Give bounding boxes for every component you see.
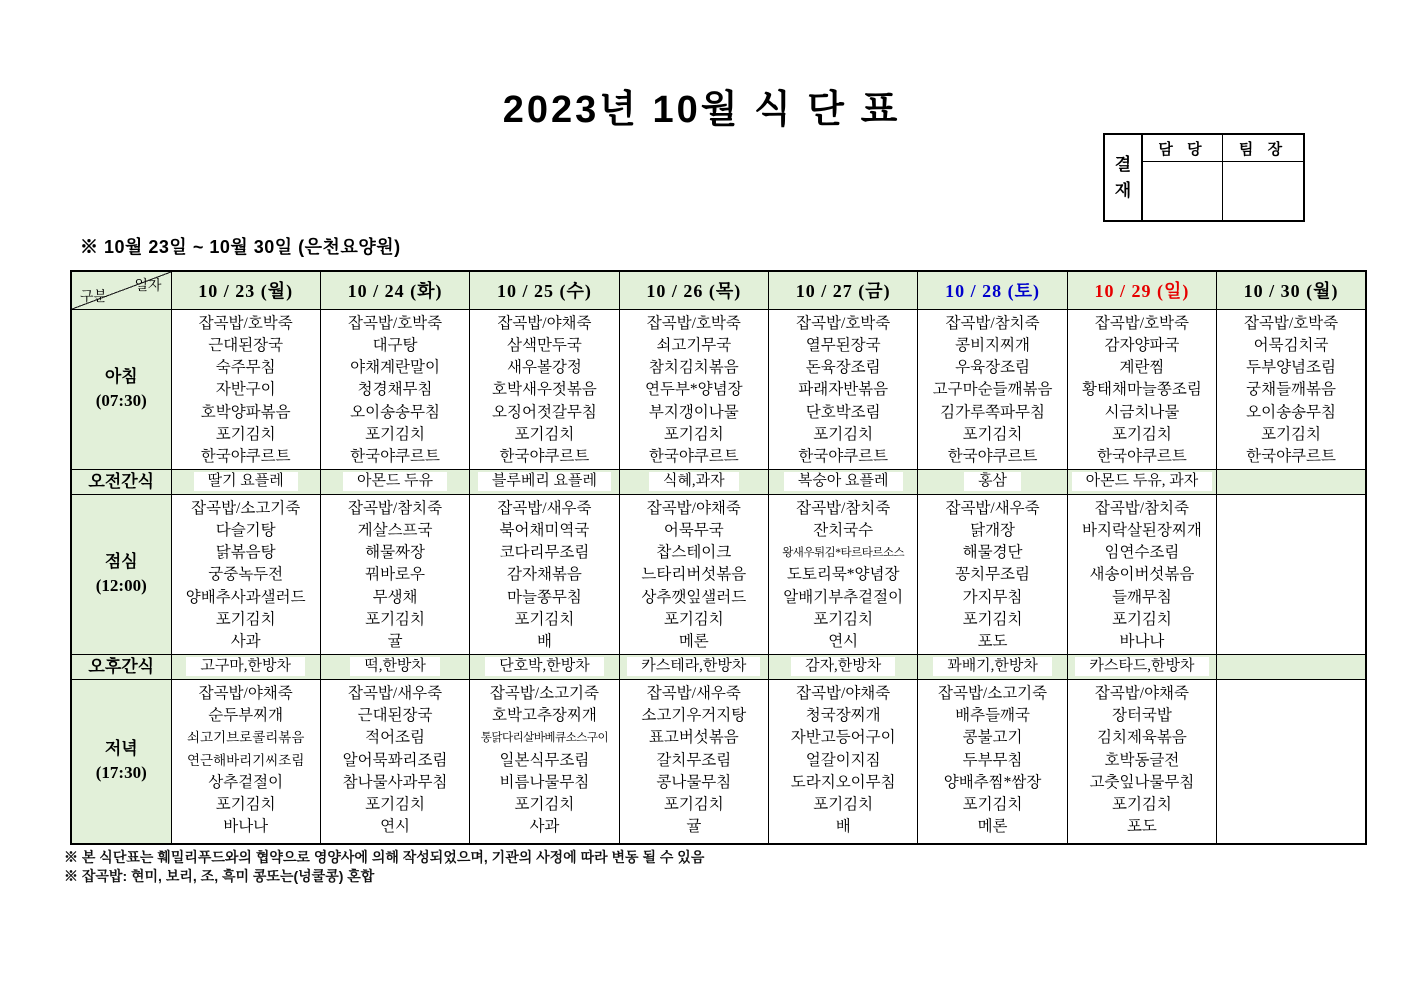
row-label-text: 저녁 xyxy=(104,739,138,759)
approval-sign-cell-damdang xyxy=(1143,162,1223,220)
menu-item: 시금치나물 xyxy=(1104,403,1180,421)
menu-item: 오이송송무침 xyxy=(350,403,440,421)
menu-item: 포기김치 xyxy=(962,796,1023,814)
menu-item: 포기김치 xyxy=(215,611,276,629)
menu-item: 통닭다리살바베큐소스구이 xyxy=(480,732,609,745)
menu-item: 새송이버섯볶음 xyxy=(1089,566,1195,584)
menu-item: 다슬기탕 xyxy=(215,521,276,539)
date-header: 10 / 26 (목) xyxy=(619,271,768,309)
menu-item: 근대된장국 xyxy=(357,706,433,724)
approval-header-timjang: 팀 장 xyxy=(1223,135,1303,162)
menu-item: 메론 xyxy=(977,818,1008,836)
approval-stamp-label: 결재 xyxy=(1105,135,1143,220)
menu-item: 상추깻잎샐러드 xyxy=(641,588,747,606)
menu-item: 바나나 xyxy=(223,818,269,836)
menu-item: 무생채 xyxy=(372,588,418,606)
menu-item: 근대된장국 xyxy=(208,336,284,354)
menu-item: 잡곡밥/참치죽 xyxy=(796,499,891,517)
period-subtitle: ※ 10월 23일 ~ 10월 30일 (은천요양원) xyxy=(80,237,401,257)
menu-item: 잡곡밥/호박죽 xyxy=(198,314,293,332)
menu-item: 양배추사과샐러드 xyxy=(185,588,306,606)
snack-cell xyxy=(918,654,1067,679)
menu-item: 적어조림 xyxy=(365,729,426,747)
menu-item: 잡곡밥/호박죽 xyxy=(347,314,443,332)
menu-item: 잡곡밥/소고기죽 xyxy=(191,499,301,517)
snack-cell xyxy=(1217,469,1366,494)
menu-item: 잡곡밥/참치죽 xyxy=(1094,499,1190,517)
menu-item: 배추들깨국 xyxy=(955,706,1030,724)
row-label-time: (12:00) xyxy=(95,576,147,596)
snack-text: 딸기 요플레 xyxy=(194,472,298,491)
menu-item: 고춧잎나물무침 xyxy=(1089,773,1195,791)
row-label-am-snack xyxy=(71,469,171,494)
menu-cell xyxy=(1067,309,1216,469)
menu-item: 단호박조림 xyxy=(805,403,881,421)
menu-item: 자반구이 xyxy=(215,381,276,399)
menu-item: 연시 xyxy=(380,818,411,836)
menu-item: 포기김치 xyxy=(813,796,874,814)
menu-item: 소고기우거지탕 xyxy=(641,706,747,724)
menu-item: 포기김치 xyxy=(813,425,874,443)
menu-item: 포도 xyxy=(1126,818,1157,836)
menu-item: 잡곡밥/소고기죽 xyxy=(938,684,1048,702)
snack-cell xyxy=(320,469,469,494)
menu-item: 대구탕 xyxy=(372,336,418,354)
menu-item: 게살스프국 xyxy=(357,521,433,539)
menu-item: 잡곡밥/야채죽 xyxy=(198,684,293,702)
row-label-breakfast xyxy=(71,309,171,469)
date-header: 10 / 27 (금) xyxy=(769,271,918,309)
menu-item: 귤 xyxy=(387,633,403,651)
menu-item: 바나나 xyxy=(1119,633,1165,651)
row-label-text: 오전간식 xyxy=(88,471,155,491)
menu-item: 잡곡밥/야채죽 xyxy=(1094,684,1190,702)
menu-cell xyxy=(619,494,768,654)
menu-item: 잡곡밥/참치죽 xyxy=(347,499,443,517)
menu-cell xyxy=(1067,679,1216,844)
snack-text: 복숭아 요플레 xyxy=(784,472,903,491)
menu-item: 궁중녹두전 xyxy=(208,566,284,584)
menu-item: 호박동글전 xyxy=(1104,751,1180,769)
date-header: 10 / 25 (수) xyxy=(470,271,619,309)
row-label-time: (17:30) xyxy=(95,763,147,783)
meal-plan-table xyxy=(70,270,1367,845)
menu-item: 감자양파국 xyxy=(1104,336,1180,354)
menu-cell xyxy=(918,679,1067,844)
menu-item: 포기김치 xyxy=(514,425,575,443)
menu-item: 알어묵꽈리조림 xyxy=(342,751,448,769)
menu-item: 잡곡밥/호박죽 xyxy=(796,314,891,332)
menu-cell xyxy=(320,679,469,844)
menu-item: 쇠고기무국 xyxy=(656,336,732,354)
menu-item: 잡곡밥/호박죽 xyxy=(646,314,741,332)
menu-item: 포기김치 xyxy=(1111,796,1172,814)
menu-cell xyxy=(619,309,768,469)
menu-item: 일본식무조림 xyxy=(499,751,590,769)
menu-item: 닭개장 xyxy=(970,521,1016,539)
menu-item: 황태채마늘쫑조림 xyxy=(1082,381,1202,399)
menu-item: 순두부찌개 xyxy=(208,706,284,724)
snack-text: 식혜,과자 xyxy=(649,472,739,491)
approval-grid xyxy=(1143,135,1303,220)
menu-item: 찹스테이크 xyxy=(656,544,732,562)
note-line-2: ※ 잡곡밥: 현미, 보리, 조, 흑미 콩또는(넝쿨콩) 혼합 xyxy=(64,868,375,884)
row-label-pm-snack xyxy=(71,654,171,679)
snack-text: 아몬드 두유 xyxy=(343,472,447,491)
menu-item: 잡곡밥/호박죽 xyxy=(1243,314,1339,332)
menu-item: 궁채들깨볶음 xyxy=(1246,381,1336,399)
table-header-row xyxy=(71,271,1366,309)
menu-item: 장터국밥 xyxy=(1111,706,1172,724)
menu-cell xyxy=(769,309,918,469)
corner-cell xyxy=(71,271,171,309)
menu-item: 북어채미역국 xyxy=(499,521,590,539)
snack-text: 카스테라,한방차 xyxy=(627,657,760,676)
menu-item: 연시 xyxy=(828,633,859,651)
menu-item: 포기김치 xyxy=(215,425,276,443)
menu-item: 고구마순들깨볶음 xyxy=(932,381,1053,399)
menu-item: 비름나물무침 xyxy=(499,773,590,791)
menu-item: 포기김치 xyxy=(365,425,426,443)
snack-text: 아몬드 두유, 과자 xyxy=(1072,472,1213,491)
menu-item: 김가루쪽파무침 xyxy=(940,403,1045,421)
menu-item: 두부양념조림 xyxy=(1246,359,1336,377)
approval-sign-cell-timjang xyxy=(1223,162,1303,220)
approval-header-damdang: 담 당 xyxy=(1143,135,1223,162)
menu-item: 포기김치 xyxy=(215,796,276,814)
menu-item: 호박양파볶음 xyxy=(200,403,291,421)
menu-item: 포기김치 xyxy=(962,425,1023,443)
menu-item: 배 xyxy=(835,818,851,836)
date-header: 10 / 30 (월) xyxy=(1217,271,1366,309)
row-label-text: 점심 xyxy=(104,552,138,572)
menu-item: 한국야쿠르트 xyxy=(200,448,291,466)
menu-cell xyxy=(769,494,918,654)
menu-item: 포기김치 xyxy=(1111,425,1172,443)
menu-item: 숙주무침 xyxy=(215,359,276,377)
menu-item: 잡곡밥/새우죽 xyxy=(347,684,443,702)
page-title: 2023년 10월 식 단 표 xyxy=(502,89,901,131)
menu-item: 들깨무침 xyxy=(1111,588,1172,606)
menu-item: 알배기부추겉절이 xyxy=(783,588,904,606)
menu-cell xyxy=(171,679,320,844)
menu-item: 돈육장조림 xyxy=(805,359,881,377)
menu-item: 도라지오이무침 xyxy=(790,773,896,791)
corner-top-label: 일자 xyxy=(134,279,162,294)
menu-item: 김치제육볶음 xyxy=(1097,729,1187,747)
row-label-text: 아침 xyxy=(104,367,138,387)
menu-item: 자반고등어구이 xyxy=(790,729,896,747)
menu-cell xyxy=(470,679,619,844)
row-label-text: 오후간식 xyxy=(88,656,155,676)
menu-item: 포기김치 xyxy=(365,796,426,814)
menu-item: 호박새우젓볶음 xyxy=(492,381,597,399)
menu-item: 청국장찌개 xyxy=(805,706,881,724)
menu-item: 잡곡밥/소고기죽 xyxy=(489,684,599,702)
snack-text: 단호박,한방차 xyxy=(485,657,604,676)
menu-item: 연근해바리기씨조림 xyxy=(187,752,305,768)
row-pm-snack xyxy=(71,654,1366,679)
menu-item: 포기김치 xyxy=(813,611,874,629)
menu-item: 어묵무국 xyxy=(663,521,724,539)
menu-item: 포기김치 xyxy=(1261,425,1322,443)
menu-item: 바지락살된장찌개 xyxy=(1082,521,1202,539)
menu-item: 코다리무조림 xyxy=(499,544,590,562)
menu-item: 도토리묵*양념장 xyxy=(786,566,900,584)
snack-text: 고구마,한방차 xyxy=(186,657,305,676)
menu-item: 야채계란말이 xyxy=(350,359,440,377)
menu-item: 얼갈이지짐 xyxy=(805,751,881,769)
menu-item: 포기김치 xyxy=(663,796,724,814)
menu-item: 오징어젓갈무침 xyxy=(492,403,597,421)
menu-item: 잡곡밥/새우죽 xyxy=(497,499,592,517)
menu-item: 잡곡밥/야채죽 xyxy=(497,314,592,332)
menu-item: 한국야쿠르트 xyxy=(798,448,889,466)
menu-item: 계란찜 xyxy=(1119,359,1165,377)
menu-item: 한국야쿠르트 xyxy=(1246,448,1336,466)
menu-item: 콩나물무침 xyxy=(656,773,732,791)
menu-item: 한국야쿠르트 xyxy=(499,448,590,466)
menu-item: 귤 xyxy=(686,818,702,836)
menu-item: 열무된장국 xyxy=(805,336,881,354)
snack-text: 홍삼 xyxy=(964,472,1021,491)
menu-item: 참나물사과무침 xyxy=(342,773,448,791)
snack-cell xyxy=(171,469,320,494)
note-line-1: ※ 본 식단표는 훼밀리푸드와의 협약으로 영양사에 의해 작성되었으며, 기관의 사정에 따라 변동 될 수 있음 xyxy=(64,849,705,865)
menu-item: 포기김치 xyxy=(663,611,724,629)
menu-cell xyxy=(470,494,619,654)
menu-item: 우육장조림 xyxy=(955,359,1030,377)
snack-cell xyxy=(918,469,1067,494)
snack-cell xyxy=(1067,654,1216,679)
menu-item: 해물짜장 xyxy=(365,544,426,562)
footer-notes xyxy=(64,848,704,886)
menu-item: 포기김치 xyxy=(1111,611,1172,629)
menu-item: 양배추찜*쌈장 xyxy=(943,773,1042,791)
menu-item: 오이송송무침 xyxy=(1246,403,1336,421)
date-header: 10 / 29 (일) xyxy=(1067,271,1216,309)
snack-cell xyxy=(470,654,619,679)
snack-text: 꽈배기,한방차 xyxy=(933,657,1052,676)
menu-item: 호박고추장찌개 xyxy=(492,706,597,724)
snack-text: 떡,한방차 xyxy=(350,657,440,676)
menu-item: 잡곡밥/참치죽 xyxy=(945,314,1040,332)
snack-cell xyxy=(1217,654,1366,679)
menu-item: 잡곡밥/야채죽 xyxy=(646,499,741,517)
menu-item: 부지갱이나물 xyxy=(648,403,739,421)
snack-text: 카스타드,한방차 xyxy=(1075,657,1208,676)
menu-item: 포기김치 xyxy=(663,425,724,443)
menu-cell xyxy=(769,679,918,844)
menu-cell xyxy=(918,309,1067,469)
menu-item: 두부무침 xyxy=(962,751,1023,769)
snack-cell xyxy=(619,654,768,679)
snack-cell xyxy=(1067,469,1216,494)
snack-cell xyxy=(470,469,619,494)
menu-cell xyxy=(1217,494,1366,654)
menu-item: 마늘쫑무침 xyxy=(507,588,582,606)
row-dinner xyxy=(71,679,1366,844)
menu-item: 한국야쿠르트 xyxy=(350,448,440,466)
menu-item: 메론 xyxy=(678,633,709,651)
menu-cell xyxy=(918,494,1067,654)
snack-cell xyxy=(320,654,469,679)
menu-item: 콩불고기 xyxy=(962,729,1023,747)
snack-cell xyxy=(769,469,918,494)
row-am-snack xyxy=(71,469,1366,494)
snack-cell xyxy=(171,654,320,679)
menu-item: 임연수조림 xyxy=(1104,544,1180,562)
menu-item: 잡곡밥/야채죽 xyxy=(796,684,891,702)
menu-cell xyxy=(171,309,320,469)
menu-item: 연두부*양념장 xyxy=(645,381,743,399)
menu-item: 닭볶음탕 xyxy=(215,544,276,562)
corner-bottom-label: 구분 xyxy=(80,289,108,305)
menu-item: 한국야쿠르트 xyxy=(648,448,739,466)
menu-item: 포기김치 xyxy=(365,611,426,629)
approval-box xyxy=(1103,133,1305,222)
menu-item: 쇠고기브로콜리볶음 xyxy=(187,730,305,746)
menu-item: 포기김치 xyxy=(962,611,1023,629)
menu-item: 파래자반볶음 xyxy=(798,381,889,399)
date-header: 10 / 24 (화) xyxy=(320,271,469,309)
snack-cell xyxy=(619,469,768,494)
menu-item: 감자채볶음 xyxy=(507,566,582,584)
menu-item: 상추겉절이 xyxy=(208,773,284,791)
menu-cell xyxy=(320,494,469,654)
menu-cell xyxy=(470,309,619,469)
row-label-lunch xyxy=(71,494,171,654)
menu-item: 느타리버섯볶음 xyxy=(641,566,747,584)
menu-item: 잡곡밥/호박죽 xyxy=(1094,314,1190,332)
menu-item: 왕새우튀김*타르타르소스 xyxy=(782,547,905,560)
menu-item: 잔치국수 xyxy=(813,521,874,539)
menu-item: 배 xyxy=(536,633,552,651)
menu-item: 새우볼강정 xyxy=(507,359,582,377)
menu-item: 사과 xyxy=(529,818,560,836)
menu-item: 꽁치무조림 xyxy=(955,566,1030,584)
menu-cell xyxy=(1217,679,1366,844)
row-lunch xyxy=(71,494,1366,654)
menu-item: 참치김치볶음 xyxy=(648,359,739,377)
menu-item: 청경채무침 xyxy=(357,381,433,399)
snack-text: 블루베리 요플레 xyxy=(478,472,611,491)
menu-item: 잡곡밥/새우죽 xyxy=(646,684,741,702)
menu-item: 잡곡밥/새우죽 xyxy=(945,499,1040,517)
menu-item: 한국야쿠르트 xyxy=(1097,448,1187,466)
menu-item: 포도 xyxy=(977,633,1008,651)
row-label-time: (07:30) xyxy=(95,391,147,411)
row-breakfast xyxy=(71,309,1366,469)
date-header: 10 / 23 (월) xyxy=(171,271,320,309)
menu-item: 갈치무조림 xyxy=(656,751,732,769)
menu-item: 꿔바로우 xyxy=(365,566,426,584)
menu-cell xyxy=(1217,309,1366,469)
menu-cell xyxy=(619,679,768,844)
menu-item: 한국야쿠르트 xyxy=(947,448,1038,466)
date-header: 10 / 28 (토) xyxy=(918,271,1067,309)
menu-item: 삼색만두국 xyxy=(507,336,582,354)
menu-item: 사과 xyxy=(230,633,261,651)
menu-cell xyxy=(171,494,320,654)
menu-item: 어묵김치국 xyxy=(1253,336,1329,354)
menu-item: 포기김치 xyxy=(514,611,575,629)
menu-item: 콩비지찌개 xyxy=(955,336,1030,354)
menu-item: 표고버섯볶음 xyxy=(648,729,739,747)
menu-cell xyxy=(1067,494,1216,654)
row-label-dinner xyxy=(71,679,171,844)
menu-item: 해물경단 xyxy=(962,544,1023,562)
snack-cell xyxy=(769,654,918,679)
menu-cell xyxy=(320,309,469,469)
snack-text: 감자,한방차 xyxy=(791,657,895,676)
menu-item: 포기김치 xyxy=(514,796,575,814)
menu-item: 가지무침 xyxy=(962,588,1023,606)
